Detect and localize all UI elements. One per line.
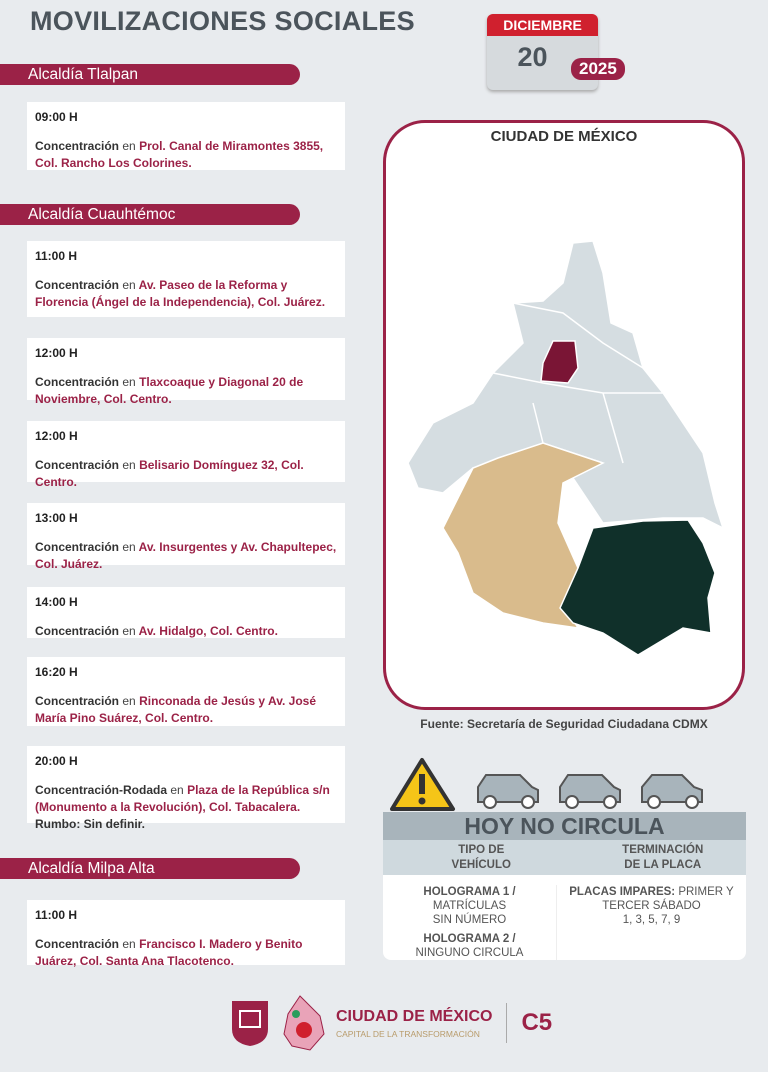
event-card [27, 900, 345, 968]
event-time: 20:00 H [35, 754, 78, 768]
column-header-plate: TERMINACIÓN DE LA PLACA [622, 844, 704, 871]
cdmx-map [386, 153, 742, 693]
map-region-milpa-alta [560, 520, 715, 655]
map-region-other [408, 241, 723, 528]
placas-label: PLACAS IMPARES: [569, 886, 676, 898]
event-card [27, 102, 345, 170]
warning-icon [392, 760, 453, 809]
map-title: CIUDAD DE MÉXICO [490, 128, 638, 145]
event-type: Concentración [35, 937, 120, 951]
cdmx-map-logo [280, 994, 326, 1052]
c5-logo: C5 [521, 1009, 553, 1036]
page-title: MOVILIZACIONES SOCIALES [30, 6, 415, 36]
event-place: Rinconada de Jesús y Av. José María Pino Suárez, Col. Centro. [35, 694, 317, 725]
event-time: 14:00 H [35, 595, 78, 609]
event-place: Francisco I. Madero y Benito Juárez, Col. Santa Ana Tlacotenco. [35, 937, 303, 968]
calendar-day: 20 [517, 42, 548, 72]
map-source: Fuente: Secretaría de Seguridad Ciudadana CDMX [420, 717, 708, 731]
event-type: Concentración-Rodada [35, 783, 168, 797]
hologram1-text: MATRÍCULAS SIN NÚMERO [432, 900, 507, 926]
hoy-no-circula-icons [390, 757, 730, 812]
column-header-vehicle-type: TIPO DE VEHÍCULO [451, 844, 511, 871]
event-card [27, 421, 345, 489]
event-en: en [122, 540, 136, 554]
calendar-year: 2025 [571, 58, 625, 80]
footer-brand: CIUDAD DE MÉXICO [336, 1007, 493, 1025]
event-time: 12:00 H [35, 429, 78, 443]
event-time: 11:00 H [35, 908, 78, 922]
event-card [27, 338, 345, 406]
hoy-no-circula-title: HOY NO CIRCULA [383, 812, 746, 840]
event-place: Av. Paseo de la Reforma y Florencia (Ángel de la Independencia), Col. Juárez. [35, 278, 326, 309]
event-time: 13:00 H [35, 511, 78, 525]
event-card [27, 587, 345, 638]
event-type: Concentración [35, 278, 120, 292]
event-type: Concentración [35, 540, 120, 554]
event-en: en [122, 937, 136, 951]
event-type: Concentración [35, 624, 120, 638]
car-icon [560, 775, 620, 808]
event-en: en [122, 458, 136, 472]
event-en: en [122, 624, 136, 638]
hoy-no-circula-table [383, 812, 746, 960]
coat-of-arms-logo [230, 999, 270, 1047]
hologram2-label: HOLOGRAMA 2 / [423, 933, 516, 945]
event-en: en [122, 375, 136, 389]
event-time: 16:20 H [35, 665, 78, 679]
event-type: Concentración [35, 458, 120, 472]
event-place: Plaza de la República s/n (Monumento a la Revolución), Col. Tabacalera. [35, 783, 330, 814]
event-card [27, 241, 345, 317]
event-card [27, 657, 345, 726]
event-route: Rumbo: Sin definir. [35, 817, 145, 831]
event-place: Belisario Domínguez 32, Col. Centro. [35, 458, 304, 489]
hologram2-text: NINGUNO CIRCULA [415, 947, 524, 959]
event-place: Prol. Canal de Miramontes 3855, Col. Rancho Los Colorines. [35, 139, 324, 170]
car-icon [478, 775, 538, 808]
map-panel [383, 120, 745, 710]
event-place: Av. Hidalgo, Col. Centro. [138, 624, 278, 638]
event-type: Concentración [35, 694, 120, 708]
event-type: Concentración [35, 375, 120, 389]
event-en: en [122, 694, 136, 708]
section-header: Alcaldía Cuauhtémoc [0, 204, 300, 225]
event-en: en [122, 278, 136, 292]
footer-tagline: CAPITAL DE LA TRANSFORMACIÓN [336, 1028, 480, 1039]
section-header: Alcaldía Tlalpan [0, 64, 300, 85]
footer-logos [230, 994, 552, 1052]
event-place: Tlaxcoaque y Diagonal 20 de Noviembre, Col. Centro. [35, 375, 304, 406]
hologram1-label: HOLOGRAMA 1 / [423, 886, 516, 898]
calendar-month: DICIEMBRE [487, 14, 598, 36]
event-place: Av. Insurgentes y Av. Chapultepec, Col. Juárez. [35, 540, 337, 571]
event-time: 12:00 H [35, 346, 78, 360]
car-icon [642, 775, 702, 808]
placas-digits: 1, 3, 5, 7, 9 [622, 914, 681, 926]
event-time: 11:00 H [35, 249, 78, 263]
event-card [27, 503, 345, 571]
event-time: 09:00 H [35, 110, 78, 124]
event-en: en [122, 139, 136, 153]
event-en: en [170, 783, 184, 797]
placas-text: PRIMER Y TERCER SÁBADO [602, 886, 734, 912]
section-header: Alcaldía Milpa Alta [0, 858, 300, 879]
event-card [27, 746, 345, 831]
event-type: Concentración [35, 139, 120, 153]
